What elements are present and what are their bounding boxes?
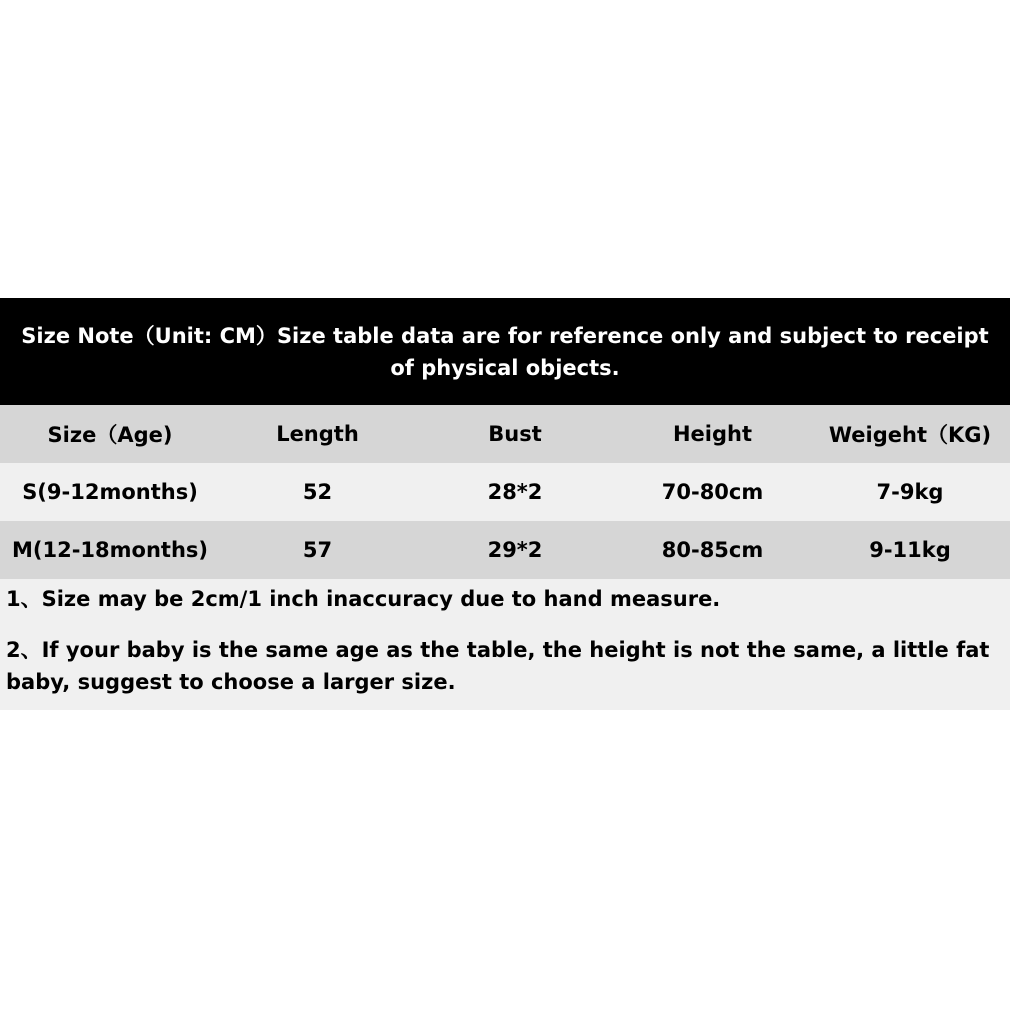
column-header-bust: Bust xyxy=(488,422,542,446)
column-header-size: Size（Age) xyxy=(47,423,173,447)
cell-length: 57 xyxy=(302,538,333,562)
note-item: 2、If your baby is the same age as the table, the height is not the same, a little fat baby, suggest to choose a larger size. xyxy=(6,638,990,694)
size-chart xyxy=(0,298,1010,710)
table-row xyxy=(0,521,1010,579)
cell-bust: 29*2 xyxy=(487,538,543,562)
cell-size: M(12-18months) xyxy=(11,538,208,562)
cell-height: 80-85cm xyxy=(661,538,764,562)
column-header-length: Length xyxy=(276,422,359,446)
size-note-title: Size Note xyxy=(21,324,134,348)
cell-size: S(9-12months) xyxy=(22,480,198,504)
cell-bust: 28*2 xyxy=(487,480,543,504)
cell-weight: 9-11kg xyxy=(869,538,951,562)
note-item: 1、Size may be 2cm/1 inch inaccuracy due to hand measure. xyxy=(6,587,721,611)
column-header-height: Height xyxy=(672,422,753,446)
size-note-disclaimer: Size table data are for reference only and subject to receipt of physical objects. xyxy=(276,324,989,380)
size-notes xyxy=(0,579,1010,710)
table-row xyxy=(0,463,1010,521)
size-note-header xyxy=(0,298,1010,405)
cell-weight: 7-9kg xyxy=(876,480,944,504)
size-note-unit: （Unit: CM） xyxy=(133,324,277,348)
cell-height: 70-80cm xyxy=(661,480,764,504)
column-header-weight: Weigeht（KG) xyxy=(828,423,992,447)
cell-length: 52 xyxy=(302,480,333,504)
table-header-row xyxy=(0,405,1010,463)
